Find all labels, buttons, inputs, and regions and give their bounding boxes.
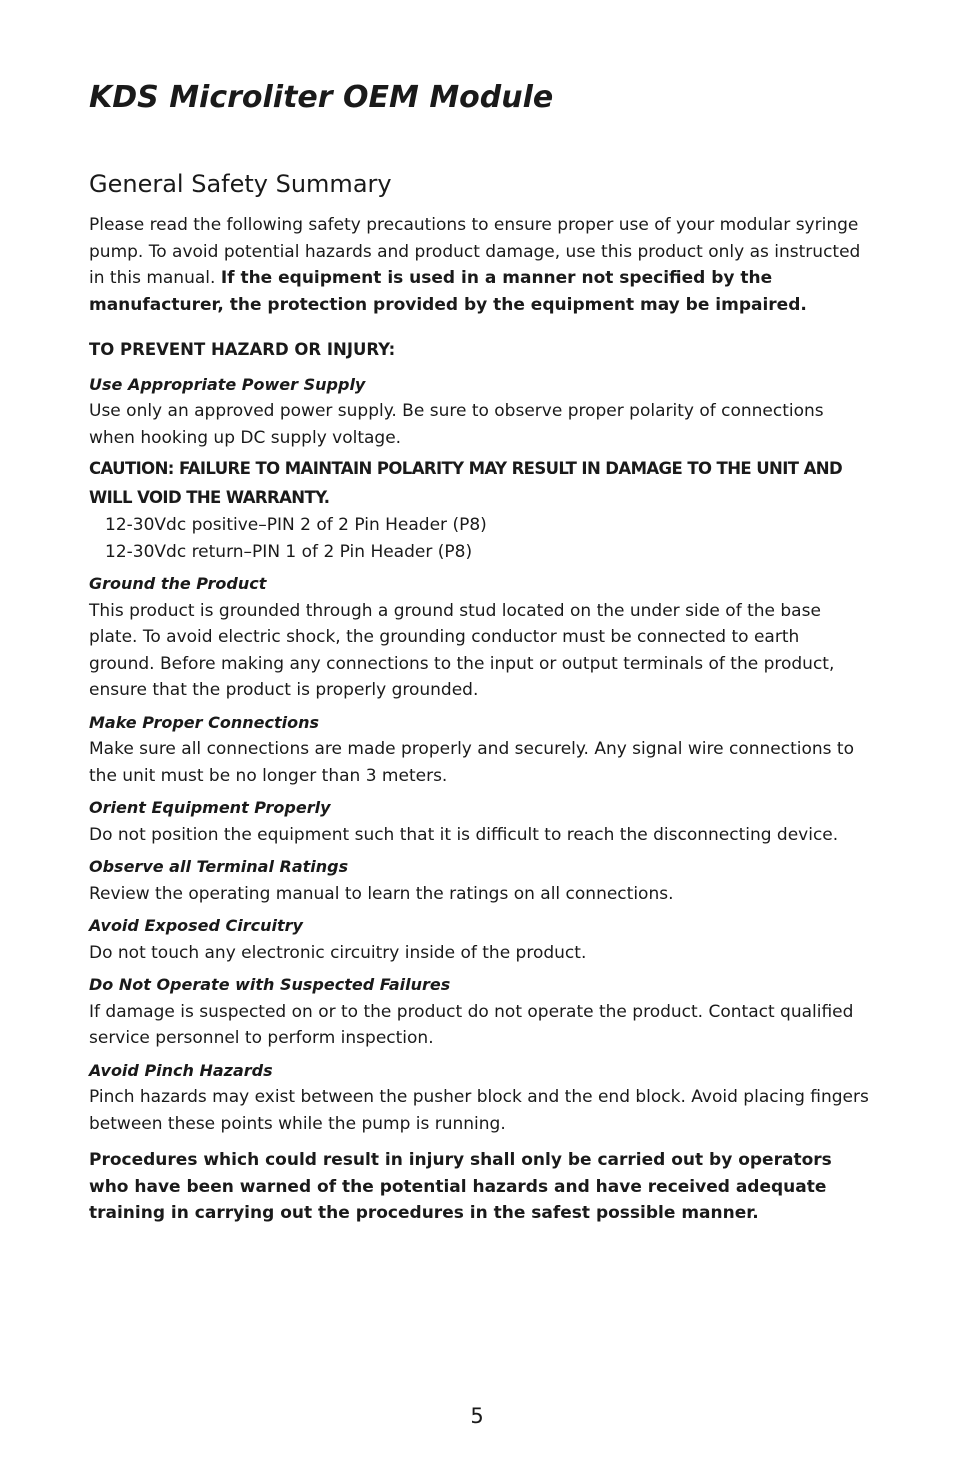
intro-text: Please read the following safety precautions to ensure proper use of your modular syringe pump. To avoid potential hazards and product damage, use this product only as instructed in this manual. xyxy=(89,215,861,288)
safety-item-title: Make Proper Connections xyxy=(89,712,319,732)
intro-paragraph xyxy=(89,212,869,318)
safety-item-text: Use only an approved power supply. Be sure to observe proper polarity of connections when hooking up DC supply voltage. xyxy=(89,401,824,448)
safety-item-text: Do not position the equipment such that it is difficult to reach the disconnecting device. xyxy=(89,824,839,845)
safety-item-power-supply xyxy=(89,372,869,566)
safety-item-title: Orient Equipment Properly xyxy=(89,798,331,817)
spec-line-return: 12-30Vdc return–PIN 1 of 2 Pin Header (P8) xyxy=(105,541,473,562)
safety-item-text: Make sure all connections are made properly and securely. Any signal wire connections to the unit must be no longer than 3 meters. xyxy=(89,739,854,786)
safety-item-title: Avoid Pinch Hazards xyxy=(89,1060,273,1080)
safety-item-title: Avoid Exposed Circuitry xyxy=(89,916,303,935)
section-title: General Safety Summary xyxy=(89,170,392,198)
safety-item-text: This product is grounded through a ground stud located on the under side of the base plate. To avoid electric shock, the grounding conductor must be connected to earth ground. Before making any connections to the input or output terminals of the product, ensure that the product is properly grounded. xyxy=(89,600,835,700)
safety-item-orient xyxy=(89,795,869,848)
safety-item-terminal-ratings xyxy=(89,854,869,907)
closing-statement: Procedures which could result in injury shall only be carried out by operators who have been warned of the potential hazards and have received adequate training in carrying out the procedures in the safest possible manner. xyxy=(89,1150,832,1223)
safety-item-suspected-failures xyxy=(89,972,869,1052)
safety-item-title: Use Appropriate Power Supply xyxy=(89,374,366,394)
safety-item-title: Do Not Operate with Suspected Failures xyxy=(89,975,451,994)
page-number: 5 xyxy=(470,1404,484,1428)
page-content xyxy=(89,212,869,1227)
safety-item-connections xyxy=(89,710,869,790)
safety-item-title: Ground the Product xyxy=(89,574,267,593)
safety-item-title: Observe all Terminal Ratings xyxy=(89,857,349,876)
safety-item-text: Do not touch any electronic circuitry inside of the product. xyxy=(89,942,587,963)
safety-item-text: Review the operating manual to learn the ratings on all connections. xyxy=(89,883,674,904)
intro-warning: If the equipment is used in a manner not specified by the manufacturer, the protection provided by the equipment may be impaired. xyxy=(89,268,807,315)
spec-line-positive: 12-30Vdc positive–PIN 2 of 2 Pin Header (P8) xyxy=(105,515,487,535)
polarity-caution: CAUTION: FAILURE TO MAINTAIN POLARITY MAY RESULT IN DAMAGE TO THE UNIT AND WILL VOID THE WARRANTY. xyxy=(89,459,843,507)
hazard-heading: TO PREVENT HAZARD OR INJURY: xyxy=(89,340,396,359)
safety-item-exposed-circuitry xyxy=(89,913,869,966)
safety-item-text: If damage is suspected on or to the product do not operate the product. Contact qualified service personnel to perform inspection. xyxy=(89,1001,854,1048)
document-title: KDS Microliter OEM Module xyxy=(89,80,554,115)
safety-item-text: Pinch hazards may exist between the pusher block and the end block. Avoid placing fingers between these points while the pump is running. xyxy=(89,1087,869,1134)
safety-item-ground xyxy=(89,571,869,704)
safety-item-pinch-hazards xyxy=(89,1058,869,1138)
